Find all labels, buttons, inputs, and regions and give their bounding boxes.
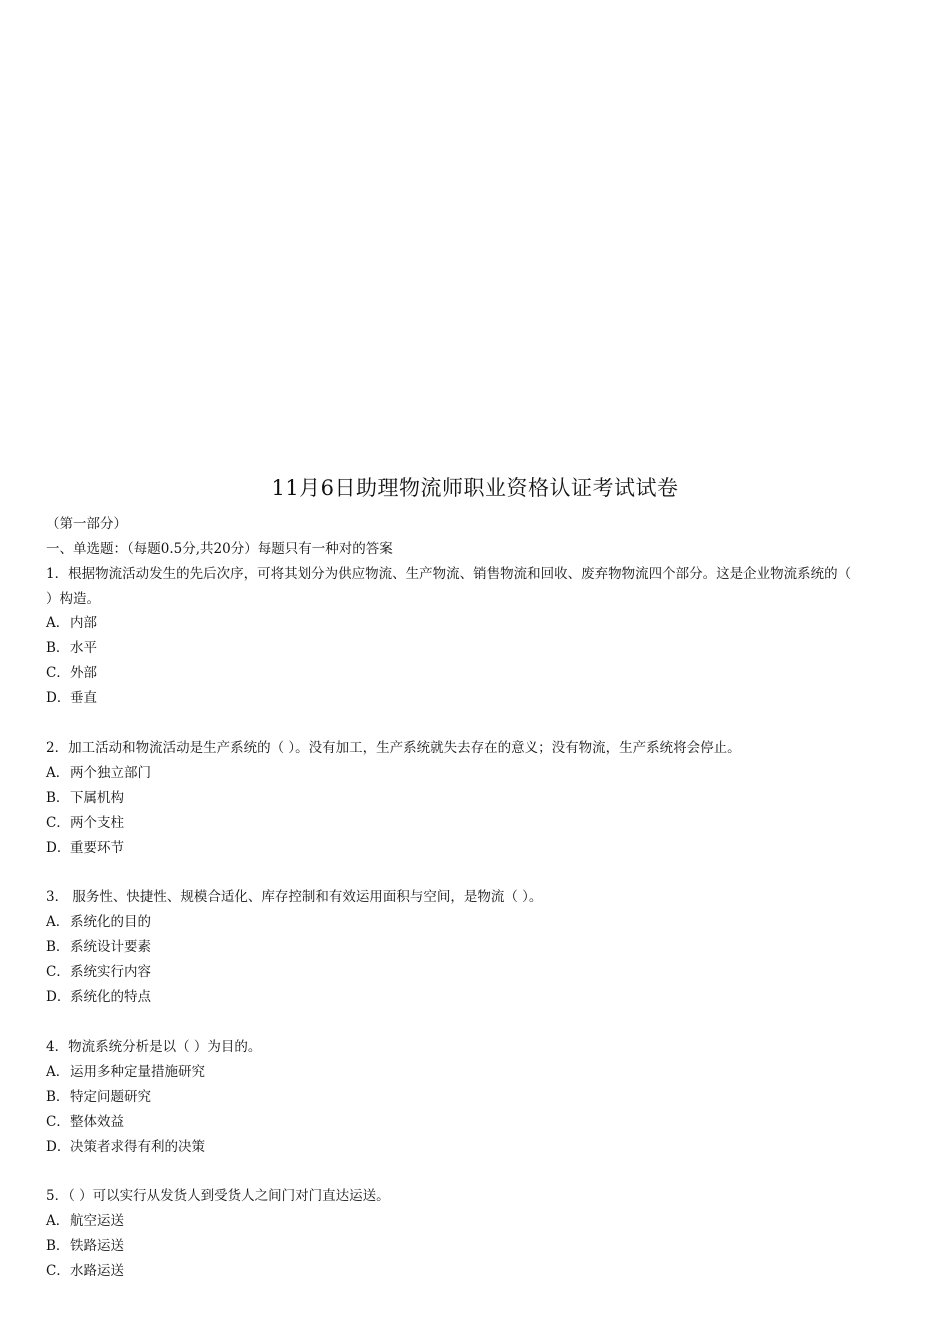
question-4-option-d <box>46 1137 205 1157</box>
question-2-option-d <box>46 838 124 858</box>
question-text: 物流系统分析是以（ ）为目的。 <box>68 1039 262 1055</box>
option-letter: B． <box>46 939 70 955</box>
option-text: 外部 <box>70 665 97 681</box>
question-4-stem <box>46 1037 261 1057</box>
option-text: 垂直 <box>70 690 97 706</box>
option-text: 航空运送 <box>70 1213 124 1229</box>
question-5-stem <box>46 1186 390 1206</box>
question-3-option-a <box>46 912 151 932</box>
question-number: 3． <box>46 889 69 905</box>
option-letter: B． <box>46 1089 70 1105</box>
option-letter: C． <box>46 1263 70 1279</box>
option-letter: B． <box>46 640 70 656</box>
option-text: 决策者求得有利的决策 <box>70 1139 205 1155</box>
question-5-option-b <box>46 1236 124 1256</box>
option-text: 系统化的特点 <box>70 989 151 1005</box>
question-4-option-c <box>46 1112 124 1132</box>
option-letter: A． <box>46 1213 70 1229</box>
question-3-option-d <box>46 987 151 1007</box>
option-letter: C． <box>46 964 70 980</box>
question-text: 服务性、快捷性、规模合适化、库存控制和有效运用面积与空间，是物流（ ）。 <box>68 889 543 905</box>
question-1-option-a <box>46 613 97 633</box>
option-letter: B． <box>46 790 70 806</box>
question-number: 4． <box>46 1039 69 1055</box>
question-1-option-b <box>46 638 97 658</box>
option-text: 系统化的目的 <box>70 914 151 930</box>
option-letter: A． <box>46 1064 70 1080</box>
question-1-option-d <box>46 688 97 708</box>
option-letter: D． <box>46 1139 71 1155</box>
question-1-stem-continued: ）构造。 <box>46 591 100 607</box>
section-header: 一、单选题：（每题0.5分,共20分）每题只有一种对的答案 <box>46 541 393 557</box>
option-letter: A． <box>46 914 70 930</box>
option-letter: D． <box>46 690 71 706</box>
question-4-option-a <box>46 1062 205 1082</box>
question-number: 2． <box>46 740 69 756</box>
option-letter: A． <box>46 765 70 781</box>
option-letter: A． <box>46 615 70 631</box>
question-3-option-b <box>46 937 151 957</box>
option-text: 下属机构 <box>70 790 124 806</box>
question-2-option-b <box>46 788 124 808</box>
option-letter: B． <box>46 1238 70 1254</box>
question-2-stem <box>46 738 741 758</box>
option-letter: D． <box>46 989 71 1005</box>
option-text: 运用多种定量措施研究 <box>70 1064 205 1080</box>
option-text: 整体效益 <box>70 1114 124 1130</box>
option-text: 特定问题研究 <box>70 1089 151 1105</box>
page-title: 11月6日助理物流师职业资格认证考试试卷 <box>271 476 679 500</box>
question-5-option-a <box>46 1211 124 1231</box>
question-3-option-c <box>46 962 151 982</box>
option-letter: C． <box>46 665 70 681</box>
option-text: 系统设计要素 <box>70 939 151 955</box>
option-letter: D． <box>46 840 71 856</box>
question-text: （ ）可以实行从发货人到受货人之间门对门直达运送。 <box>68 1188 390 1204</box>
question-3-stem <box>46 887 542 907</box>
question-1-option-c <box>46 663 97 683</box>
question-number: 1． <box>46 566 69 582</box>
question-text: 根据物流活动发生的先后次序，可将其划分为供应物流、生产物流、销售物流和回收、废弃物物流四个部分。这是企业物流系统的（ <box>68 566 852 582</box>
question-4-option-b <box>46 1087 151 1107</box>
question-text: 加工活动和物流活动是生产系统的（ ）。没有加工，生产系统就失去存在的意义；没有物流，生产系统将会停止。 <box>68 740 741 756</box>
part-label: （第一部分） <box>46 516 127 532</box>
option-text: 铁路运送 <box>70 1238 124 1254</box>
option-text: 系统实行内容 <box>70 964 151 980</box>
option-letter: C． <box>46 815 70 831</box>
question-1-stem <box>46 564 851 584</box>
question-5-option-c <box>46 1261 124 1281</box>
option-text: 两个独立部门 <box>70 765 151 781</box>
option-text: 水路运送 <box>70 1263 124 1279</box>
question-2-option-a <box>46 763 151 783</box>
question-2-option-c <box>46 813 124 833</box>
option-text: 重要环节 <box>70 840 124 856</box>
option-letter: C． <box>46 1114 70 1130</box>
question-number: 5． <box>46 1188 69 1204</box>
option-text: 水平 <box>70 640 97 656</box>
option-text: 两个支柱 <box>70 815 124 831</box>
option-text: 内部 <box>70 615 97 631</box>
